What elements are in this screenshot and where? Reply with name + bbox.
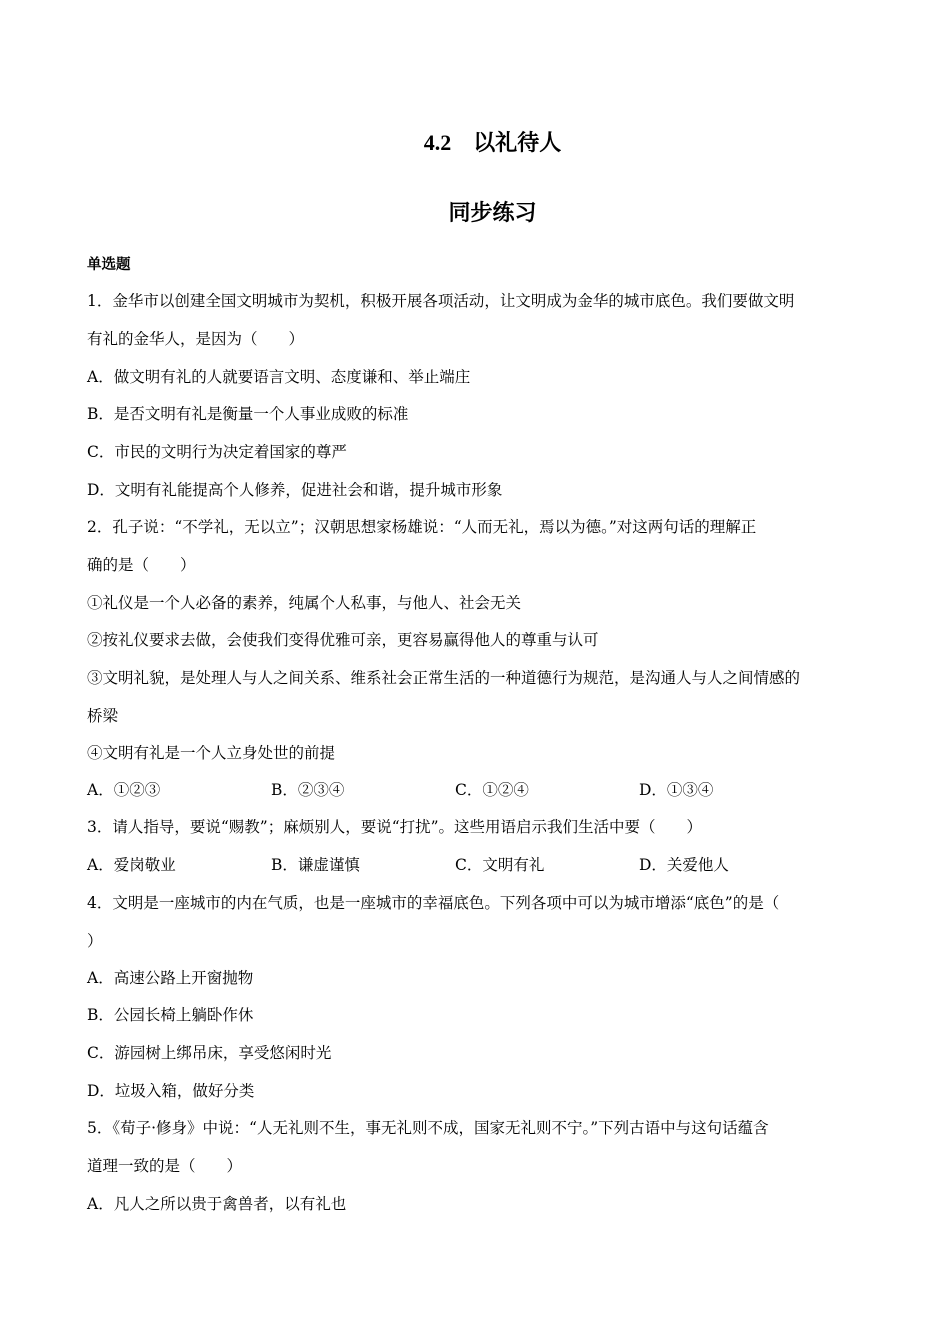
- q2-option-b: B．②③④: [271, 781, 345, 799]
- q1-option-d: D．文明有礼能提高个人修养，促进社会和谐，提升城市形象: [87, 481, 503, 499]
- q2-option-c: C．①②④: [455, 781, 529, 799]
- q1-stem-line1: 1．金华市以创建全国文明城市为契机，积极开展各项活动，让文明成为金华的城市底色。我们要做文明: [87, 292, 795, 310]
- q2-statement-1: ①礼仪是一个人必备的素养，纯属个人私事，与他人、社会无关: [87, 594, 522, 612]
- q2-stem-line2: 确的是（ ）: [87, 556, 196, 574]
- q1-option-b: B．是否文明有礼是衡量一个人事业成败的标准: [87, 405, 409, 423]
- q1-option-a: A．做文明有礼的人就要语言文明、态度谦和、举止端庄: [87, 368, 471, 386]
- q4-option-d: D．垃圾入箱，做好分类: [87, 1082, 255, 1100]
- section-label: 单选题: [87, 256, 131, 273]
- q5-stem-line1: 5．《荀子·修身》中说：“人无礼则不生，事无礼则不成，国家无礼则不宁。”下列古语中与这句话蕴含: [87, 1119, 769, 1137]
- q4-option-b: B．公园长椅上躺卧作休: [87, 1006, 254, 1024]
- q2-statement-3-cont: 桥梁: [87, 707, 119, 725]
- q2-statement-4: ④文明有礼是一个人立身处世的前提: [87, 744, 336, 762]
- q4-stem-line1: 4．文明是一座城市的内在气质，也是一座城市的幸福底色。下列各项中可以为城市增添“底色”的是（: [87, 894, 780, 912]
- q3-option-c: C．文明有礼: [455, 856, 545, 874]
- q3-option-b: B．谦虚谨慎: [271, 856, 360, 874]
- q5-stem-line2: 道理一致的是（ ）: [87, 1157, 243, 1175]
- q4-option-c: C．游园树上绑吊床，享受悠闲时光: [87, 1044, 332, 1062]
- q2-statement-3: ③文明礼貌，是处理人与人之间关系、维系社会正常生活的一种道德行为规范，是沟通人与人之间情感的: [87, 669, 801, 687]
- q2-stem-line1: 2．孔子说：“不学礼，无以立”；汉朝思想家杨雄说：“人而无礼，焉以为德。”对这两句话的理解正: [87, 518, 757, 536]
- q3-option-d: D．关爱他人: [639, 856, 729, 874]
- title-text: 以礼待人: [473, 130, 562, 156]
- q5-option-a: A．凡人之所以贵于禽兽者，以有礼也: [87, 1195, 347, 1213]
- q2-statement-2: ②按礼仪要求去做，会使我们变得优雅可亲，更容易赢得他人的尊重与认可: [87, 631, 599, 649]
- q1-option-c: C．市民的文明行为决定着国家的尊严: [87, 443, 347, 461]
- q3-stem: 3．请人指导，要说“赐教”；麻烦别人，要说“打扰”。这些用语启示我们生活中要（ ）: [87, 818, 703, 836]
- q3-option-a: A．爱岗敬业: [87, 856, 176, 874]
- q4-option-a: A．高速公路上开窗抛物: [87, 969, 254, 987]
- page-subtitle: 同步练习: [448, 200, 537, 226]
- q2-option-a: A．①②③: [87, 781, 161, 799]
- title-number: 4.2: [423, 130, 452, 155]
- q4-stem-line2: ）: [87, 932, 103, 950]
- page-title: [0, 128, 950, 158]
- q2-option-d: D．①③④: [639, 781, 714, 799]
- q1-stem-line2: 有礼的金华人，是因为（ ）: [87, 330, 305, 348]
